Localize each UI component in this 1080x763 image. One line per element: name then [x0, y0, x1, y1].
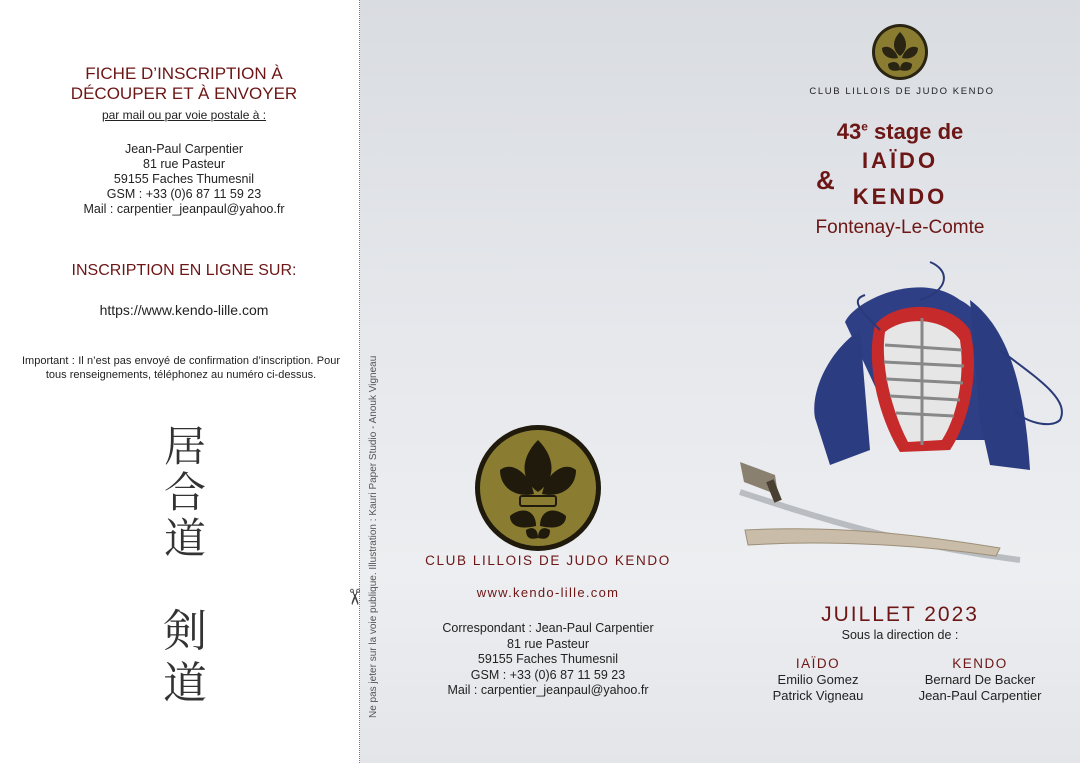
kanji-kendo: 剣 道	[163, 606, 207, 709]
direction-label: Sous la direction de :	[841, 628, 959, 642]
club-name-top: CLUB LILLOIS DE JUDO KENDO	[809, 86, 995, 97]
important-note: Important : Il n’est pas envoyé de confirmation d’inscription. Pour tous renseignements, téléphonez au numéro ci-dessus.	[22, 355, 340, 381]
vertical-credit-text: Ne pas jeter sur la voie publique. Illustration : Kauri Paper Studio - Anouk Vigneau	[368, 355, 379, 718]
stage-date: JUILLET 2023	[821, 603, 979, 626]
postal-address	[0, 142, 368, 217]
discipline-kendo: KENDO	[852, 184, 948, 209]
online-heading: INSCRIPTION EN LIGNE SUR:	[71, 262, 297, 279]
address-mail: Mail : carpentier_jeanpaul@yahoo.fr	[83, 202, 285, 216]
stage-city: Fontenay-Le-Comte	[815, 217, 985, 238]
club-emblem-small-icon	[872, 24, 928, 80]
online-url[interactable]: https://www.kendo-lille.com	[99, 302, 269, 318]
club-name: CLUB LILLOIS DE JUDO KENDO	[425, 553, 671, 568]
registration-subtitle: par mail ou par voie postale à :	[101, 108, 267, 122]
address-name: Jean-Paul Carpentier	[124, 142, 244, 156]
address-street: 81 rue Pasteur	[143, 157, 225, 171]
kendo-teachers: KENDO Bernard De Backer Jean-Paul Carpentier	[918, 656, 1042, 703]
club-website[interactable]: www.kendo-lille.com	[476, 585, 620, 600]
registration-panel	[0, 0, 360, 763]
registration-title: FICHE D’INSCRIPTION À DÉCOUPER ET À ENVOYER	[70, 64, 298, 103]
iaido-teachers: IAÏDO Emilio Gomez Patrick Vigneau	[772, 656, 864, 703]
address-city: 59155 Faches Thumesnil	[113, 172, 255, 186]
discipline-iaido: IAÏDO	[861, 148, 939, 173]
address-phone: GSM : +33 (0)6 87 11 59 23	[106, 187, 262, 201]
ampersand: &	[816, 165, 835, 195]
club-emblem-large-icon	[475, 425, 601, 551]
kanji-iaido: 居 合 道	[163, 422, 206, 563]
kendo-helmet-icon	[814, 262, 1062, 470]
sword-icon	[740, 462, 1020, 560]
scissor-icon: ✂	[342, 587, 368, 607]
cover-panel	[360, 0, 1080, 763]
correspondent-address: Correspondant : Jean-Paul Carpentier 81 rue Pasteur 59155 Faches Thumesnil GSM : +33 (0)6 87 11 59 23 Mail : carpentier_jeanpaul@yahoo.fr	[442, 621, 654, 697]
stage-title: 43e stage de	[836, 119, 964, 144]
